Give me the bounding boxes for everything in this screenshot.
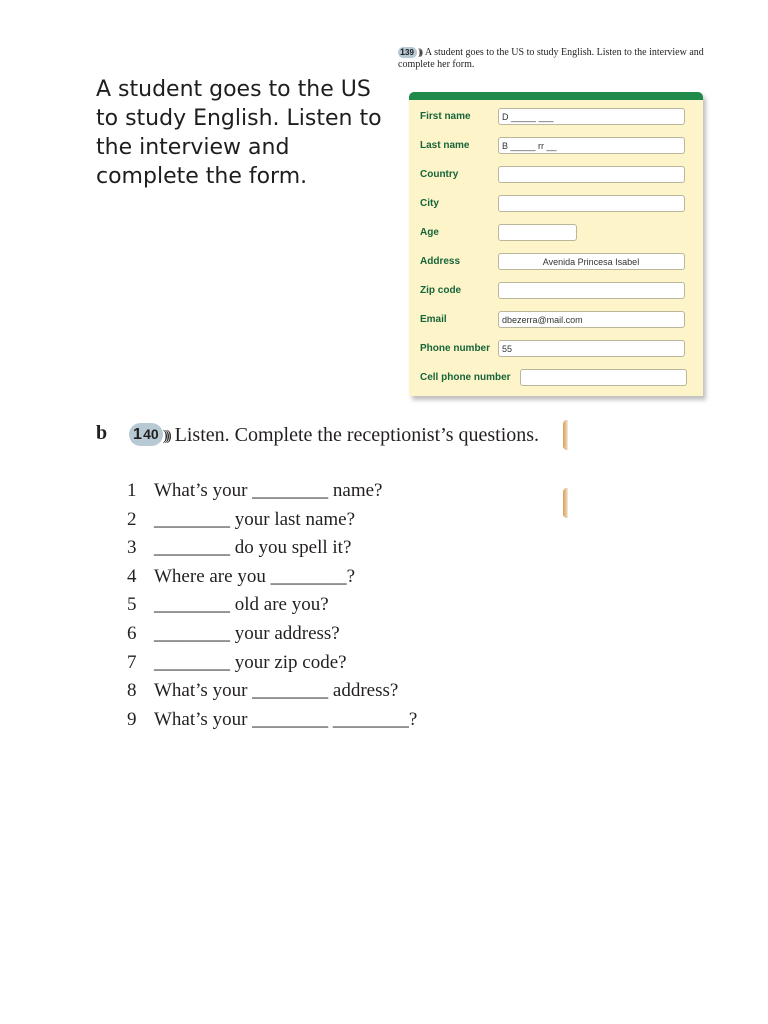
question-number: 3 [127,537,137,558]
age-field[interactable] [498,224,577,241]
email-field[interactable]: dbezerra@mail.com [498,311,685,328]
question-text: ________ old are you? [154,594,329,615]
question-text: ________ your last name? [154,509,356,530]
question-number: 5 [127,594,137,615]
question-text: What’s your ________ ________? [154,709,418,730]
address-field[interactable]: Avenida Princesa Isabel [498,253,685,270]
form-row-address [409,251,703,275]
question-number: 7 [127,652,137,673]
zip-code-field[interactable] [498,282,685,299]
question-number: 9 [127,709,137,730]
question-text: Where are you ________? [154,566,356,587]
form-instruction-text: A student goes to the US to study English. Listen to the interview and complete her form. [398,47,704,70]
form-row-email [409,309,703,333]
page-title: A student goes to the US to study English. Listen to the interview and complete the form. [96,77,382,189]
form-label: Country [420,169,459,180]
audio-track-badge[interactable]: 1 40 [129,423,163,446]
question-text: ________ your zip code? [154,652,347,673]
audio-track-badge[interactable]: 139 [398,47,417,58]
form-label: Address [420,256,461,267]
form-label: City [420,198,439,209]
question-number: 6 [127,623,137,644]
form-label: Last name [420,140,470,151]
question-text: ________ your address? [154,623,340,644]
audio-waves-icon: ))) [162,428,169,444]
form-row-cell-phone-number [409,367,703,391]
exercise-b-instruction [129,422,569,450]
exercise-b-instruction-text: Listen. Complete the receptionist’s questions. [174,424,540,446]
form-row-zip-code [409,280,703,304]
phone-number-field[interactable]: 55 [498,340,685,357]
question-number: 2 [127,509,137,530]
form-row-age [409,222,703,246]
form-label: First name [420,111,471,122]
cell-phone-number-field[interactable] [520,369,687,386]
country-field[interactable] [498,166,685,183]
question-number: 8 [127,680,137,701]
form-label: Phone number [420,343,491,354]
form-row-first-name [409,106,703,130]
form-label: Zip code [420,285,462,296]
student-form [409,92,703,396]
city-field[interactable] [498,195,685,212]
question-text: What’s your ________ address? [154,680,399,701]
form-row-country [409,164,703,188]
page-edge-mark [563,488,568,518]
form-row-last-name [409,135,703,159]
exercise-letter: b [96,422,108,444]
question-text: ________ do you spell it? [154,537,352,558]
form-label: Cell phone number [420,372,511,383]
page-edge-mark [563,420,568,450]
audio-waves-icon: ))) [417,47,421,57]
last-name-field[interactable]: B _____ rr __ [498,137,685,154]
question-text: What’s your ________ name? [154,480,383,501]
question-number: 4 [127,566,137,587]
form-row-city [409,193,703,217]
form-label: Email [420,314,447,325]
form-instruction [398,46,718,71]
form-label: Age [420,227,439,238]
first-name-field[interactable]: D _____ ___ [498,108,685,125]
question-number: 1 [127,480,137,501]
form-row-phone-number [409,338,703,362]
